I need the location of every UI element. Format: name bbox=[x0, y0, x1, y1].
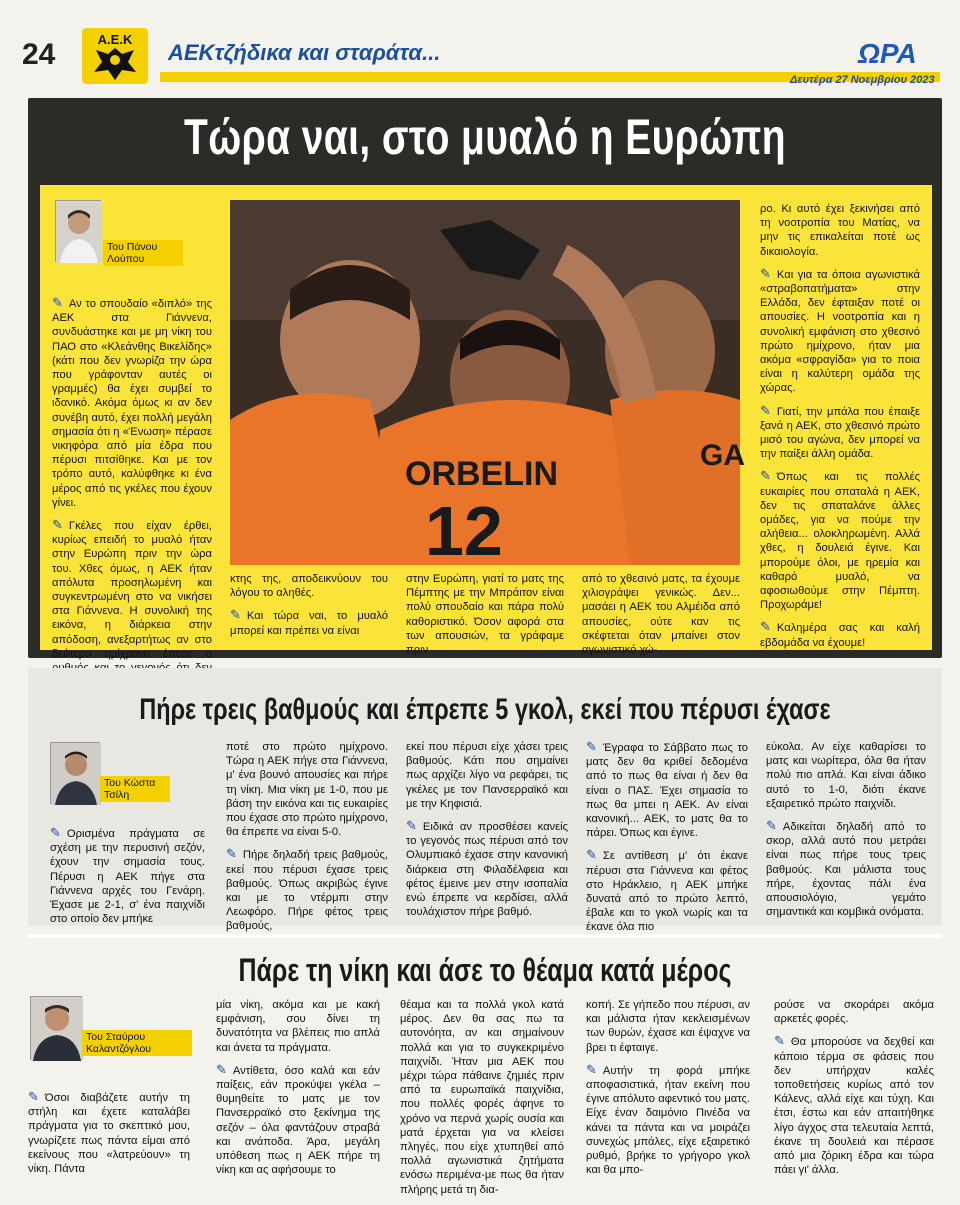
paragraph: Αντίθετα, όσο καλά και εάν παίξεις, εάν προκύψει γκέλα – θυμηθείτε το ματς με τον Πανσερραϊκό στο ξεκίνημα της σεζόν – όλα φαντάζουν στραβά και ανάποδα. Άρα, μεγάλη υπόθεση πως η ΑΕΚ πήρε τη νίκη και ας αφήσουμε το bbox=[216, 1064, 380, 1177]
pen-icon: ✎ bbox=[760, 619, 771, 635]
story3-column-3 bbox=[400, 998, 564, 1205]
author-byline: Του Σταύρου Καλαντζόγλου bbox=[82, 1030, 192, 1056]
pen-icon: ✎ bbox=[586, 739, 597, 754]
pen-icon: ✎ bbox=[774, 1033, 785, 1049]
paragraph: εκεί που πέρυσι είχε χάσει τρεις βαθμούς. Κάτι που σημαίνει πως αρχίζει λίγο να ρεφάρει, τις γκέλες με τον Πανσερραϊκό και με την Κηφισιά. bbox=[406, 741, 568, 810]
pen-icon: ✎ bbox=[760, 402, 771, 418]
top-story-headline: Τώρα ναι, στο μυαλό η Ευρώπη bbox=[184, 109, 786, 165]
story3-column-2 bbox=[216, 998, 380, 1185]
paragraph: Γκέλες που είχαν έρθει, κυρίως επειδή το μυαλό ήταν στην Ευρώπη πριν την ώρα του. Χθες όμως, η ΑΕΚ ήταν απόλυτα προσηλωμένη και συγκεντρωμένη στο να νικήσει στα Γιάννενα. Η συνολική της εικόνα, η διάρκεια στην απόδοση, ανεξαρτήτως αν στο δεύτερο ημίχρονο έπεσε ο bbox=[52, 520, 212, 660]
author-photo-tsilis bbox=[50, 742, 100, 804]
paragraph: στην Ευρώπη, γιατί το ματς της Πέμπτης με την Μπράιτον είναι πολύ σπουδαίο και πάρα πολύ καθοριστικό. Όσον αφορά στα των απουσιών, τα γράφαμε πριν bbox=[406, 573, 564, 657]
section-divider bbox=[28, 934, 942, 938]
paragraph: Θα μπορούσε να δεχθεί και κάποιο τέρμα σε φάσεις που δεν υπήρχαν καλές τοποθετήσεις κυρίως από τον Κάλενς, αλλά είχε και τύχη. Και έτσι, έστω και εάν απαιτήθηκε λίγο άγχος στα τελευταία λεπτά, έκανε τη δουλειά και πέρασε από μια ζόρικη έδρα και τώρα πάει γι' άλλα. bbox=[774, 1036, 934, 1177]
paragraph: Αν το σπουδαίο «διπλό» της ΑΕΚ στα Γιάννενα, συνδυάστηκε και με μη νίκη του ΠΑΟ στο «Κλεάνθης Βικελίδης» (κάτι που δεν γνωρίζα την ώρα που γράφονταν αυτές οι γραμμές) θα έχει συμβεί το ιδανικό. Ακόμα όμως κι αν δεν συνέβη αυτό, έχει πολλή μεγάλη σημασία ότι η «Ένωση» πέρασε νικηφόρα από μία έδρα που πέρυσι πιτσίθηκε. Και με τον τρόπο αυτό, καλύφθηκε κι ένα μέρος από τις γκέλες που έχουν γίνει. bbox=[52, 298, 212, 509]
paragraph: Και για τα όποια αγωνιστικά «στραβοπατήματα» στην Ελλάδα, δεν έφταιξαν ποτέ οι απουσίες. Η νοοτροπία και η συνολική εμφάνιση στο χθεσινό πρώτο ημίχρονο, ήταν μια ακόμα «σφραγίδα» για το ποια είναι η καλύτερη ομάδα της χώρας. bbox=[760, 268, 920, 395]
story3-column-4 bbox=[586, 998, 750, 1185]
jersey-name-2: GA bbox=[700, 439, 745, 472]
paragraph: Και τώρα ναι, το μυαλό μπορεί και πρέπει να είναι bbox=[230, 610, 388, 637]
pen-icon: ✎ bbox=[766, 818, 777, 834]
pen-icon: ✎ bbox=[406, 818, 417, 834]
pen-icon: ✎ bbox=[28, 1089, 39, 1104]
paragraph: Ορισμένα πράγματα σε σχέση με την περυσινή σεζόν, έχουν την σημασία τους. Πέρυσι η ΑΕΚ πήγε στα Γιάννενα αρχές του Γενάρη. Έχασε με 2-1, σ' ένα παιχνίδι στο οποίο δεν μπήκε bbox=[50, 828, 205, 926]
paragraph: κοπή. Σε γήπεδο που πέρυσι, αν και μάλιστα ήταν κεκλεισμένων των θυρών, έχασε και έψαχνε να βρει τι έφταιγε. bbox=[586, 999, 750, 1054]
paragraph: ρο. Κι αυτό έχει ξεκινήσει από τη νοοτροπία του Ματίας, να μην τις επικαλείται ποτέ ως δικαιολογία. bbox=[760, 203, 920, 258]
paper-logo: ΩΡΑ bbox=[858, 38, 917, 69]
pen-icon: ✎ bbox=[50, 825, 61, 840]
paragraph: εύκολα. Αν είχε καθαρίσει το ματς και νωρίτερα, όλα θα ήταν πολύ πιο απλά. Και είναι άδικο αυτό το 1-0, διότι έκανε εξαιρετικό πρώτο παιχνίδι. bbox=[766, 741, 926, 810]
story1-column-1 bbox=[52, 296, 212, 697]
issue-date: Δευτέρα 27 Νοεμβρίου 2023 bbox=[790, 74, 935, 86]
pen-icon: ✎ bbox=[230, 607, 241, 623]
aek-logo bbox=[82, 28, 148, 84]
story3-headline: Πάρε τη νίκη και άσε το θέαμα κατά μέρος bbox=[238, 952, 732, 988]
story1-column-3 bbox=[406, 572, 564, 665]
paragraph: ποτέ στο πρώτο ημίχρονο. Τώρα η ΑΕΚ πήγε στα Γιάννενα, μ' ένα βουνό απουσίες και πήρε τη νίκη. Μια νίκη με 1-0, που με βάση την εικόνα και τις ευκαιρίες που έχασε στο πρώτο ημίχρονο, θα έπρεπε να είναι 5-0. bbox=[226, 741, 388, 839]
pen-icon: ✎ bbox=[586, 847, 597, 863]
paragraph: κτης της, αποδεικνύουν του λόγου το αληθές. bbox=[230, 573, 388, 600]
paragraph: Όπως και τις πολλές ευκαιρίες που σπαταλά η ΑΕΚ, δεν τις σπαταλάνε άλλες ομάδες, για να πούμε την αλήθεια... ολοκληρωμένη. Αλλά χθες, η δουλειά έγινε. Και μπορούμε όλοι, με ηρεμία και καθαρό μυαλό, να αφοσιωθούμε στην Πέμπτη. Προχωράμε! bbox=[760, 471, 920, 612]
paragraph: Όσοι διαβάζετε αυτήν τη στήλη και έχετε καταλάβει πράγματα για το σκεπτικό μου, γνωρίζετε πως πάντα είμαι από εκείνους που «λατρεύουν» τη νίκη. Πάντα bbox=[28, 1092, 190, 1176]
logo-text: Α.Ε.Κ bbox=[97, 32, 133, 47]
story3-column-1 bbox=[28, 1090, 190, 1184]
paragraph: Αδικείται δηλαδή από το σκορ, αλλά αυτό που μετράει είναι πως πήρε τους τρεις βαθμούς. Και μάλιστα τους πήρε, έχοντας πάλι ένα απουσιολόγιο, γεμάτο σημαντικά και κομβικά ονόματα. bbox=[766, 821, 926, 919]
pen-icon: ✎ bbox=[760, 265, 771, 281]
paragraph: Καλημέρα σας και καλή εβδομάδα να έχουμε! bbox=[760, 622, 920, 649]
jersey-name: ORBELIN bbox=[405, 455, 558, 493]
pen-icon: ✎ bbox=[760, 468, 771, 484]
story2-headline: Πήρε τρεις βαθμούς και έπρεπε 5 γκολ, εκεί που πέρυσι έχασε bbox=[139, 693, 831, 726]
paragraph: Έγραφα το Σάββατο πως το ματς δεν θα κριθεί δεδομένα από το πως θα είναι ή δεν θα είναι ο ΠΑΣ. Έχει σημασία το πως θα μπει η ΑΕΚ. Αν είναι κανονική... ΑΕΚ, το ματς θα το πάρει. Όπως και έγινε. bbox=[586, 742, 748, 840]
story2-column-4 bbox=[586, 740, 748, 943]
paragraph: Γιατί, την μπάλα που έπαιξε ξανά η ΑΕΚ, στο χθεσινό πρώτο μισό του αγώνα, δεν μπορεί να την παίξει άλλη ομάδα. bbox=[760, 405, 920, 461]
page-number: 24 bbox=[22, 38, 56, 71]
author-byline: Του Κώστα Τσίλη bbox=[100, 776, 170, 802]
paragraph: Ειδικά αν προσθέσει κανείς το γεγονός πως πέρυσι από τον Ολυμπιακό έχασε στην κανονική διάρκεια στη Φιλαδέλφεια και φέτος έμεινε μεν στην ισοπαλία ενώ έπρεπε να κερδίσει, αλλά τουλάχιστον πήρε βαθμό. bbox=[406, 821, 568, 919]
pen-icon: ✎ bbox=[52, 517, 63, 533]
story3-column-5 bbox=[774, 998, 934, 1185]
story2-column-3 bbox=[406, 740, 568, 927]
paragraph: Σε αντίθεση μ' ότι έκανε πέρυσι στα Γιάννενα και φέτος στο Ηράκλειο, η ΑΕΚ μπήκε δυνατά από το πρώτο λεπτό, έβαλε και το γκολ νωρίς και τα έκανε όλα πιο bbox=[586, 850, 748, 934]
pen-icon: ✎ bbox=[226, 846, 237, 862]
pen-icon: ✎ bbox=[52, 295, 63, 310]
jersey-number: 12 bbox=[425, 492, 503, 570]
paragraph: ρούσε να σκοράρει ακόμα αρκετές φορές. bbox=[774, 999, 934, 1026]
story1-column-2 bbox=[230, 572, 388, 646]
pen-icon: ✎ bbox=[586, 1061, 597, 1077]
paragraph: από το χθεσινό ματς, τα έχουμε χιλιογράψει γενικώς. Δεν... μασάει η ΑΕΚ του Αλμέιδα από απουσίες, ούτε καν τις σκέφτεται όταν μπαίνει στον αγωνιστικό χώ- bbox=[582, 573, 740, 657]
story2-column-2 bbox=[226, 740, 388, 942]
paragraph: μία νίκη, ακόμα και με κακή εμφάνιση, σου δίνει τη δυνατότητα να βλέπεις πιο απλά και άνετα τα πράγματα. bbox=[216, 999, 380, 1054]
story1-column-4 bbox=[582, 572, 740, 665]
author-photo-kalantzoglou bbox=[30, 996, 82, 1060]
pen-icon: ✎ bbox=[216, 1061, 227, 1077]
section-title: ΑΕΚτζήδικα και σταράτα... bbox=[168, 40, 441, 65]
story1-column-5 bbox=[760, 202, 920, 658]
paragraph: θέαμα και τα πολλά γκολ κατά μέρος. Δεν θα σας πω τα αυτονόητα, αν και σημαίνουν πολλά και για το συγκεκριμένο παιχνίδι. Ήταν μια ΑΕΚ που μέχρι τώρα πάθαινε ζημιές πριν από τα ευρωπαϊκά παιχνίδια, που πολλές φορές άφηνε το χρόνο να περνά χωρίς ουσία και ματά έρχεται για να κλείσει πληγές, που είχε χτυπηθεί από πολλά αγωνιστικά ζητήματα ενόσω περιμένα-με πως θα ήταν πλήρης μετά τη δια- bbox=[400, 999, 564, 1196]
author-photo-loupos bbox=[55, 200, 101, 262]
players-celebration-photo bbox=[230, 200, 745, 570]
story2-column-5 bbox=[766, 740, 926, 927]
author-byline: Του Πάνου Λούπου bbox=[103, 240, 183, 266]
story2-column-1 bbox=[50, 826, 205, 934]
paragraph: Αυτήν τη φορά μπήκε αποφασιστικά, ήταν εκείνη που έγινε απόλυτο αφεντικό του ματς. Είχε έναν δαιμόνιο Πινέδα να κάνει τα πάντα και να μοιράζει συνεχώς μπάλες, είχε εξαιρετικό ρυθμό, βρήκε το γρήγορο γκολ και θα μπο- bbox=[586, 1064, 750, 1177]
paragraph: Πήρε δηλαδή τρεις βαθμούς, εκεί που πέρυσι έχασε τρεις βαθμούς. Όπως ακριβώς έγινε και με το ντέρμπι στην Λεωφόρο. Πήρε φέτος τρεις βαθμούς, bbox=[226, 849, 388, 933]
